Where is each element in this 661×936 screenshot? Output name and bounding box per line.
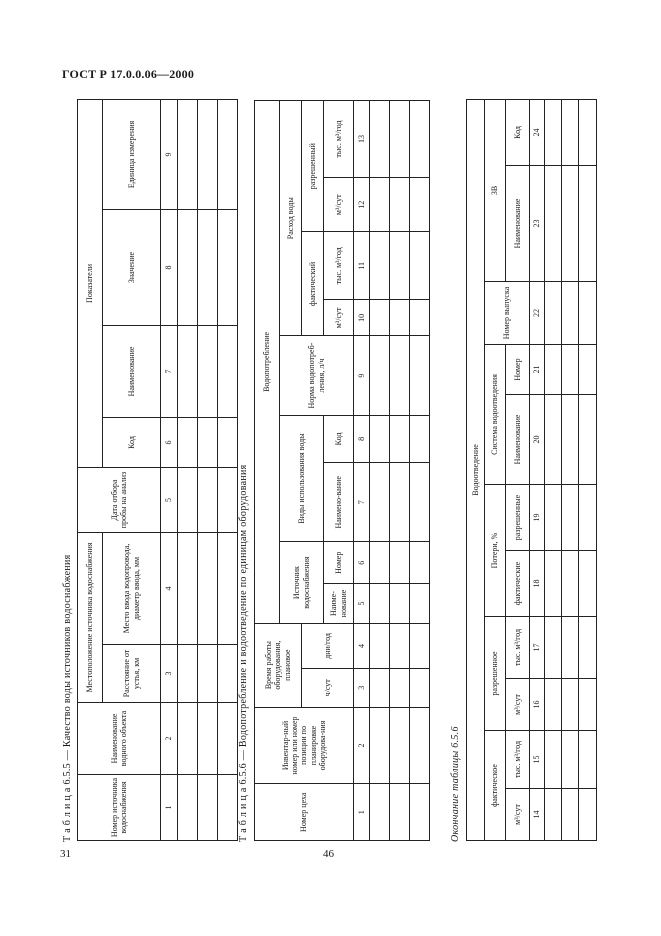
col-number: 19 xyxy=(530,485,545,551)
col-number: 11 xyxy=(354,232,370,300)
table-row xyxy=(579,99,597,840)
col-days-header: дни/год xyxy=(302,623,354,668)
document-header: ГОСТ Р 17.0.0.06—2000 xyxy=(62,67,195,81)
col-value-header: Значение xyxy=(103,210,161,326)
col-number: 13 xyxy=(354,101,370,178)
losses-group-header: Потери, % xyxy=(485,485,506,617)
col-use-code-header: Код xyxy=(324,415,354,463)
table-655-wrapper xyxy=(77,99,238,841)
col-loss-actual-header: фактические xyxy=(506,551,530,617)
col-number: 21 xyxy=(530,345,545,395)
col-number: 20 xyxy=(530,395,545,485)
col-actual-year-header: тыс. м³/год xyxy=(324,232,354,300)
col-number: 8 xyxy=(161,210,178,326)
table-656-end-caption-text: Окончание таблицы 6.5.6 xyxy=(450,726,461,842)
table-656-caption-title: — Водопотребление и водоотведение по единицам оборудования xyxy=(238,464,249,761)
col-number: 6 xyxy=(354,542,370,584)
col-code-header: Код xyxy=(103,418,161,468)
permitted-group-header: разрешенный xyxy=(302,101,324,232)
table-655-caption xyxy=(62,554,73,842)
worktime-group-header: Время работы оборудования, плановое xyxy=(255,623,302,707)
table-656-caption-prefix: Т а б л и ц а 6.5.6 xyxy=(238,763,249,842)
table-656-caption xyxy=(238,464,249,842)
col-system-name-header: Наименование xyxy=(506,395,530,485)
table-row xyxy=(562,99,579,840)
col-zv-name-header: Наименование xyxy=(506,166,530,282)
col-system-number-header: Номер xyxy=(506,345,530,395)
table-655 xyxy=(77,99,238,841)
table-row xyxy=(218,99,238,840)
col-loss-permitted-header: разрешенные xyxy=(506,485,530,551)
col-number: 4 xyxy=(161,533,178,645)
zv-group-header: ЗВ xyxy=(485,99,506,281)
col-number: 1 xyxy=(161,775,178,841)
table-row xyxy=(370,101,390,841)
col-inventory-number-header: Инвентар-ный номер или номер позиции по планировке оборудова-ния xyxy=(255,707,354,784)
col-distance-header: Расстояние от устья, км xyxy=(103,645,161,703)
table-656 xyxy=(254,100,430,841)
system-group-header: Система водоотведения xyxy=(485,345,506,485)
source-group-header: Источник водоснабжения xyxy=(280,542,324,623)
col-number: 7 xyxy=(161,326,178,418)
col-number: 12 xyxy=(354,178,370,232)
col-source-number-header: Номер xyxy=(324,542,354,584)
col-norm-header: Норма водопотреб-ления, л/ч xyxy=(280,336,354,415)
col-permitted-day-header: м³/сут xyxy=(324,178,354,232)
use-group-header: Виды использования воды xyxy=(280,415,324,542)
col-number: 7 xyxy=(354,463,370,542)
disposal-group-header: Водоотведение xyxy=(467,99,485,840)
col-number: 15 xyxy=(530,731,545,789)
table-656-wrapper xyxy=(254,100,430,841)
col-number: 18 xyxy=(530,551,545,617)
col-number: 10 xyxy=(354,300,370,336)
col-source-name-header: Наиме-нование xyxy=(324,584,354,624)
table-row xyxy=(410,101,430,841)
actual-group-header: фактическое xyxy=(485,731,506,841)
col-outlet-header: Номер выпуска xyxy=(485,282,530,345)
table-row xyxy=(545,99,562,840)
col-shop-number-header: Номер цеха xyxy=(255,784,354,841)
col-permitted-year-header: тыс. м³/год xyxy=(506,617,530,679)
consumption-group-header: Водопотребление xyxy=(255,101,280,624)
col-number: 9 xyxy=(161,99,178,209)
col-number: 5 xyxy=(354,584,370,624)
col-permitted-day-header: м³/сут xyxy=(506,679,530,731)
col-number: 17 xyxy=(530,617,545,679)
table-655-caption-title: — Качество воды источников водоснабжения xyxy=(62,554,73,761)
col-hours-header: ч/сут xyxy=(302,669,354,707)
col-number: 5 xyxy=(161,468,178,533)
table-655-caption-prefix: Т а б л и ц а 6.5.5 xyxy=(62,763,73,842)
col-source-number-header: Номер источника водоснабжения xyxy=(78,775,161,841)
col-permitted-year-header: тыс. м³/год xyxy=(324,101,354,178)
col-number: 22 xyxy=(530,282,545,345)
table-row xyxy=(178,99,198,840)
indicators-group-header: Показатели xyxy=(78,99,103,467)
page-number-center: 46 xyxy=(323,848,334,860)
table-row xyxy=(198,99,218,840)
col-actual-day-header: м³/сут xyxy=(324,300,354,336)
actual-group-header: фактический xyxy=(302,232,324,336)
col-use-name-header: Наимено-вание xyxy=(324,463,354,542)
col-number: 6 xyxy=(161,418,178,468)
col-number: 3 xyxy=(161,645,178,703)
col-sample-date-header: Дата отбора пробы на анализ xyxy=(78,468,161,533)
col-number: 24 xyxy=(530,99,545,165)
table-656-end-wrapper xyxy=(466,99,597,841)
col-zv-code-header: Код xyxy=(506,99,530,165)
col-name-header: Наименование xyxy=(103,326,161,418)
col-number: 1 xyxy=(354,784,370,841)
col-number: 14 xyxy=(530,789,545,841)
table-656-end xyxy=(466,99,597,841)
col-number: 2 xyxy=(161,703,178,775)
col-water-body-header: Наименование водного объекта xyxy=(78,703,161,775)
col-number: 3 xyxy=(354,669,370,707)
table-656-end-caption xyxy=(450,726,461,842)
page-number-left: 31 xyxy=(60,848,71,860)
table-row xyxy=(390,101,410,841)
col-number: 23 xyxy=(530,166,545,282)
col-unit-header: Единица измерения xyxy=(103,99,161,209)
col-number: 2 xyxy=(354,707,370,784)
flow-group-header: Расход воды xyxy=(280,101,302,336)
col-number: 4 xyxy=(354,623,370,668)
location-group-header: Местоположение источника водоснабжения xyxy=(78,533,103,703)
col-number: 8 xyxy=(354,415,370,463)
col-actual-day-header: м³/сут xyxy=(506,789,530,841)
col-number: 9 xyxy=(354,336,370,415)
permitted-group-header: разрешенное xyxy=(485,617,506,731)
col-actual-year-header: тыс. м³/год xyxy=(506,731,530,789)
col-inlet-header: Место ввода водопровода, диаметр ввода, мм xyxy=(103,533,161,645)
col-number: 16 xyxy=(530,679,545,731)
